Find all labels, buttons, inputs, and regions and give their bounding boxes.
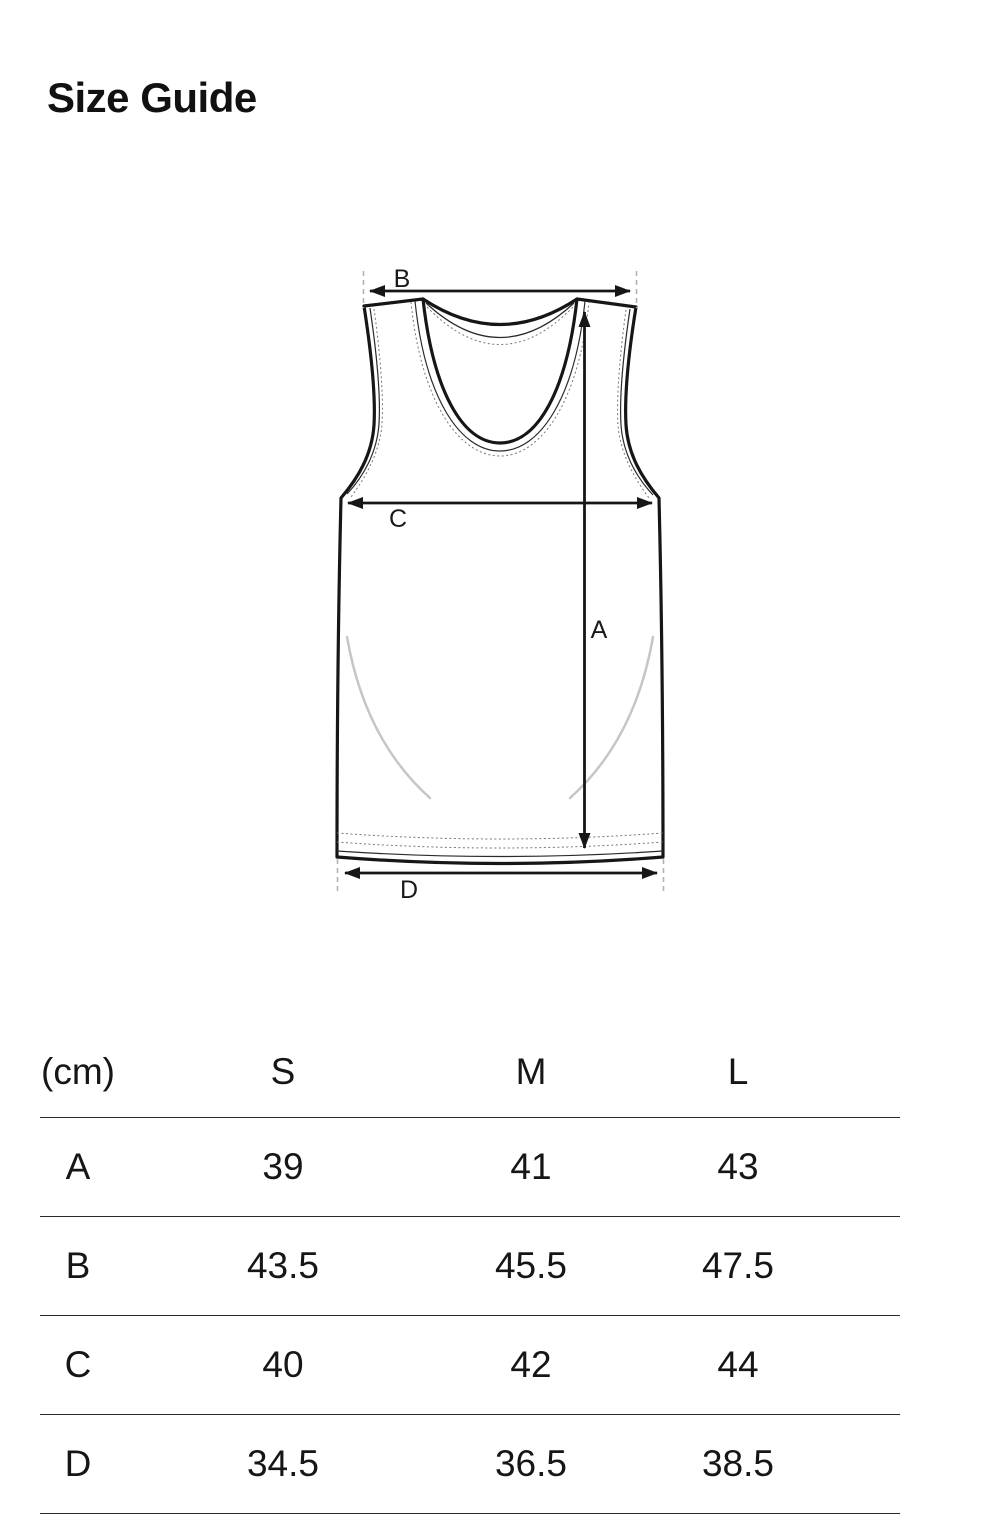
tank-top-outline <box>337 299 663 864</box>
table-row-c <box>40 1316 900 1415</box>
table-header-row <box>40 1026 900 1118</box>
dimension-label-d: D <box>399 876 419 904</box>
unit-label: (cm) <box>41 1050 115 1092</box>
dimension-label-c: C <box>388 505 408 533</box>
size-table <box>40 1026 900 1514</box>
size-value: 34.5 <box>246 1443 319 1484</box>
back-neck-band-line <box>426 303 574 338</box>
size-value: 40 <box>262 1344 304 1385</box>
size-value: 38.5 <box>701 1443 774 1484</box>
row-label: C <box>64 1344 92 1385</box>
column-header-l: L <box>727 1050 749 1092</box>
table-row-b <box>40 1217 900 1316</box>
dimension-label-a: A <box>590 616 608 644</box>
size-value: 47.5 <box>701 1245 774 1286</box>
size-value: 36.5 <box>494 1443 567 1484</box>
back-neckline <box>423 299 577 325</box>
dimension-label-b: B <box>393 265 411 293</box>
row-label: B <box>65 1245 91 1286</box>
table-row-d <box>40 1415 900 1514</box>
garment-measurement-diagram <box>315 240 695 920</box>
page-title: Size Guide <box>47 74 257 121</box>
column-header-s: S <box>270 1050 296 1092</box>
size-value: 45.5 <box>494 1245 567 1286</box>
size-value: 41 <box>510 1146 552 1187</box>
table-row-a <box>40 1118 900 1217</box>
size-value: 42 <box>510 1344 552 1385</box>
size-value: 43.5 <box>246 1245 319 1286</box>
size-value: 39 <box>262 1146 304 1187</box>
size-value: 44 <box>717 1344 759 1385</box>
row-label: A <box>65 1146 91 1187</box>
size-value: 43 <box>717 1146 759 1187</box>
row-label: D <box>64 1443 92 1484</box>
column-header-m: M <box>515 1050 547 1092</box>
